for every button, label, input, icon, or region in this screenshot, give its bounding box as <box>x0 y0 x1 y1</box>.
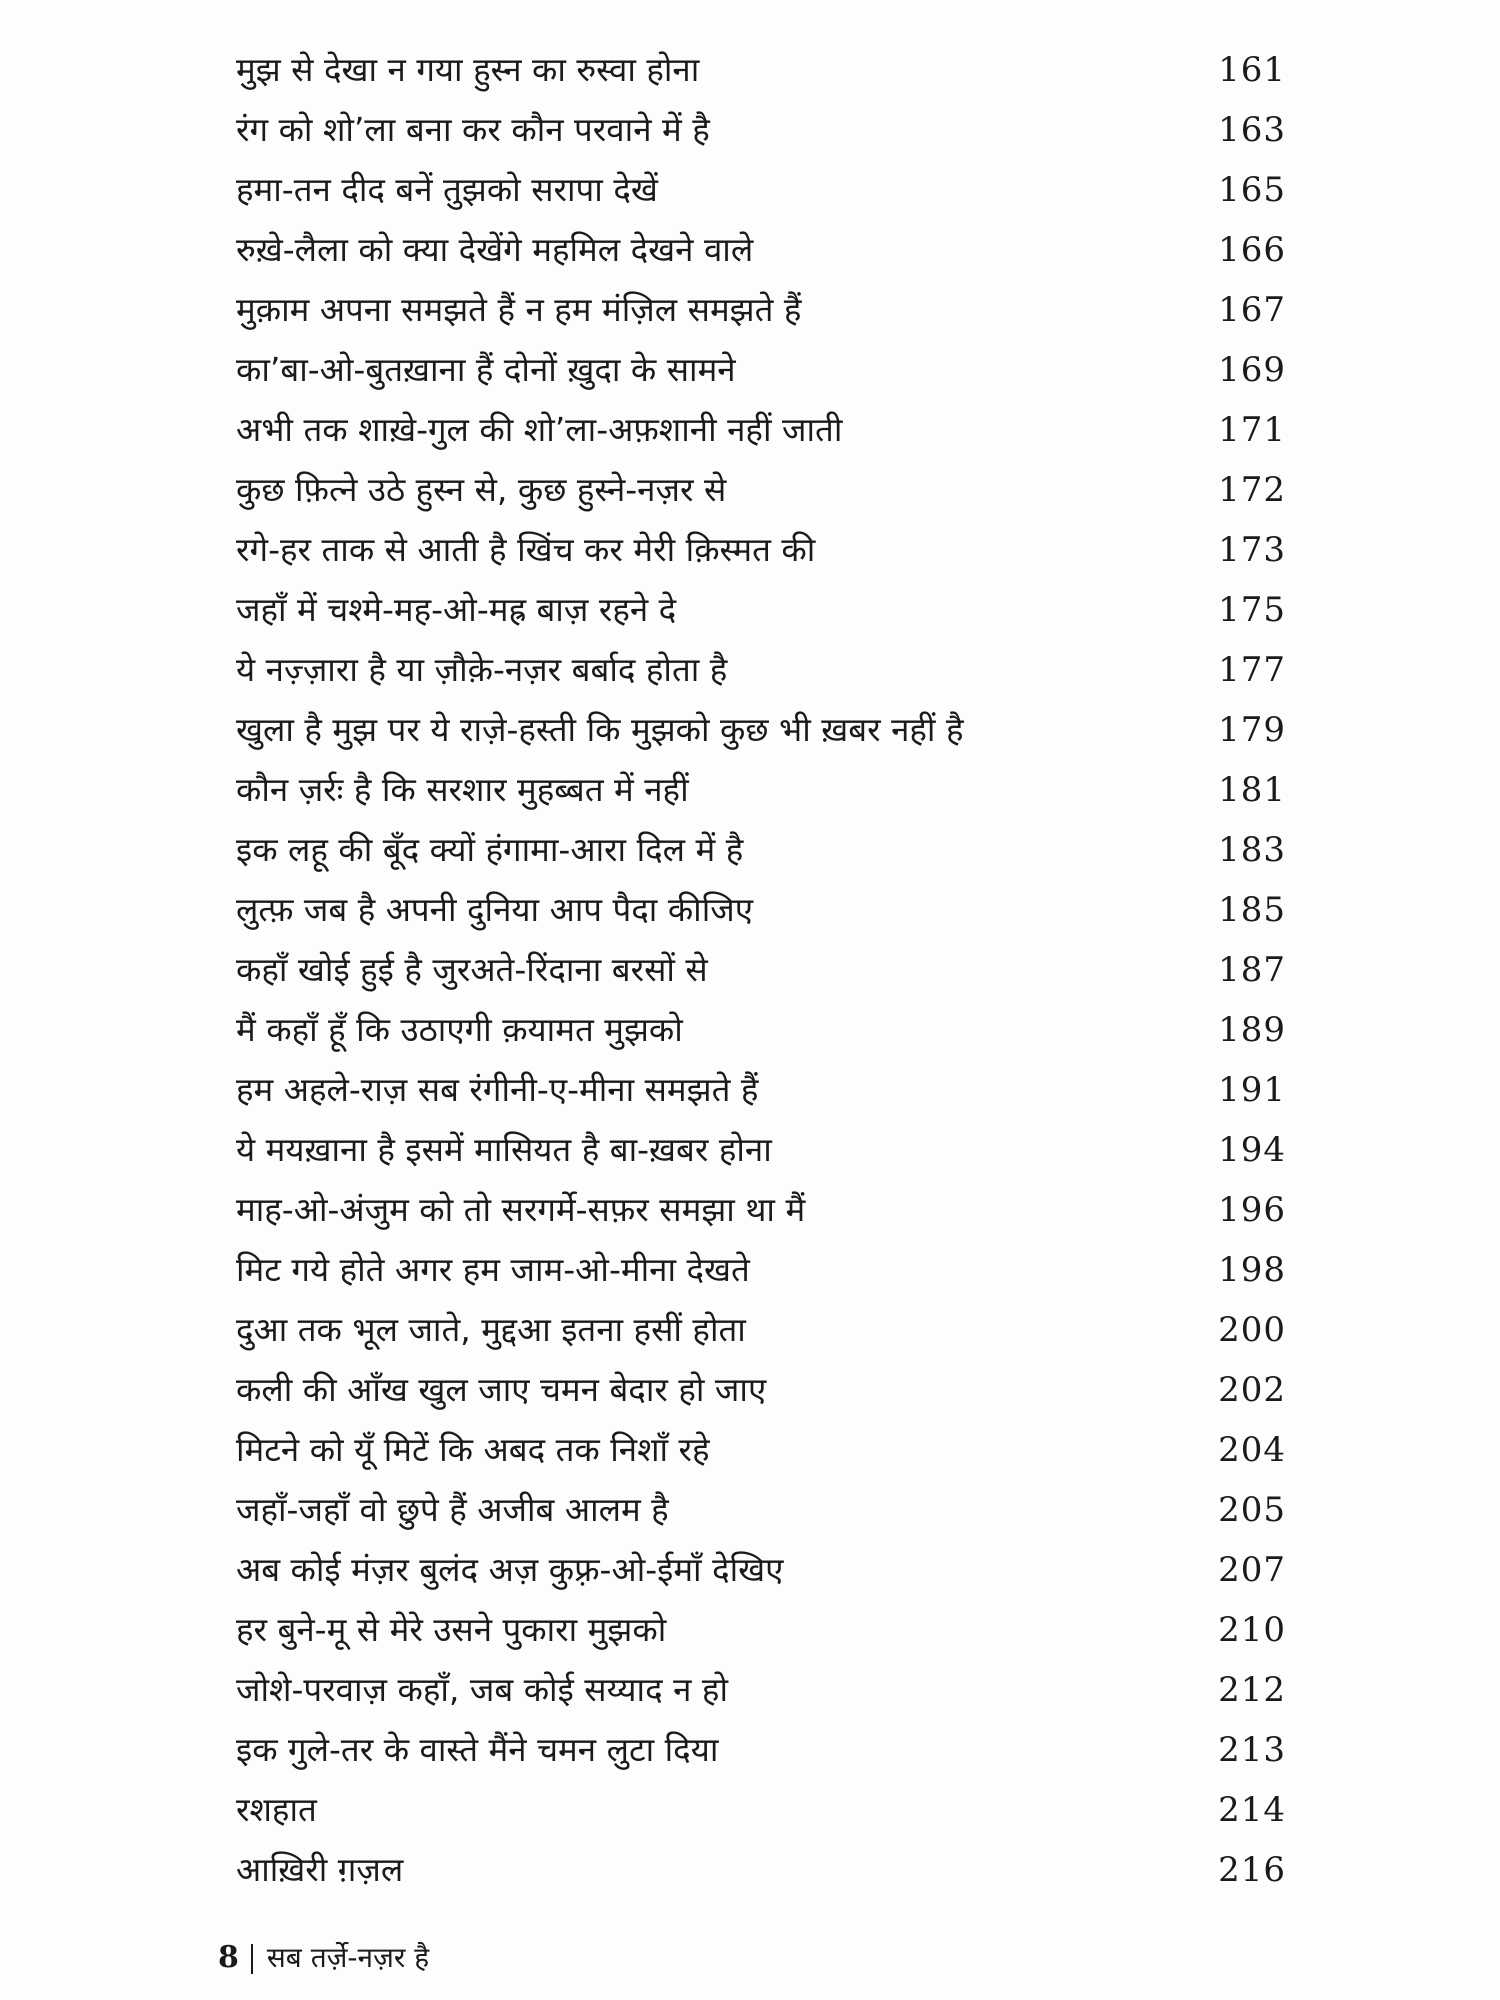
toc-entry[interactable] <box>236 1720 1286 1780</box>
toc-entry-title: ये मयख़ाना है इसमें मासियत है बा-ख़बर होना <box>236 1130 772 1169</box>
toc-entry[interactable] <box>236 1300 1286 1360</box>
toc-entry[interactable] <box>236 460 1286 520</box>
toc-entry[interactable] <box>236 220 1286 280</box>
toc-entry-title: लुत्फ़ जब है अपनी दुनिया आप पैदा कीजिए <box>236 890 754 929</box>
toc-entry[interactable] <box>236 880 1286 940</box>
footer-divider <box>251 1944 253 1974</box>
toc-entry[interactable] <box>236 700 1286 760</box>
toc-entry-page: 163 <box>1218 110 1286 150</box>
footer-book-title: सब तर्ज़े-नज़र है <box>266 1941 430 1974</box>
toc-entry-page: 214 <box>1218 1790 1286 1830</box>
toc-entry[interactable] <box>236 1660 1286 1720</box>
toc-entry-title: मुझ से देखा न गया हुस्न का रुस्वा होना <box>236 50 700 89</box>
toc-entry[interactable] <box>236 340 1286 400</box>
toc-entry-page: 171 <box>1218 410 1286 450</box>
toc-entry[interactable] <box>236 100 1286 160</box>
toc-entry-page: 161 <box>1218 50 1286 90</box>
toc-entry[interactable] <box>236 1180 1286 1240</box>
toc-entry-title: आख़िरी ग़ज़ल <box>236 1850 404 1889</box>
toc-entry[interactable] <box>236 40 1286 100</box>
toc-entry[interactable] <box>236 1600 1286 1660</box>
toc-entry[interactable] <box>236 400 1286 460</box>
toc-entry-title: कुछ फ़ित्ने उठे हुस्न से, कुछ हुस्ने-नज़र से <box>236 470 727 509</box>
toc-entry[interactable] <box>236 1540 1286 1600</box>
toc-entry-page: 194 <box>1218 1130 1286 1170</box>
toc-entry-page: 212 <box>1218 1670 1286 1710</box>
toc-entry[interactable] <box>236 1840 1286 1900</box>
toc-entry[interactable] <box>236 1000 1286 1060</box>
toc-entry[interactable] <box>236 520 1286 580</box>
toc-entry-page: 187 <box>1218 950 1286 990</box>
toc-entry-title: कहाँ खोई हुई है जुरअते-रिंदाना बरसों से <box>236 950 708 989</box>
toc-entry[interactable] <box>236 640 1286 700</box>
table-of-contents <box>236 40 1286 1900</box>
toc-entry-title: इक गुले-तर के वास्ते मैंने चमन लुटा दिया <box>236 1730 719 1769</box>
toc-entry-page: 216 <box>1218 1850 1286 1890</box>
toc-entry-page: 213 <box>1218 1730 1286 1770</box>
toc-entry-title: कौन ज़र्रः है कि सरशार मुहब्बत में नहीं <box>236 770 689 809</box>
toc-entry-page: 179 <box>1218 710 1286 750</box>
toc-entry-title: इक लहू की बूँद क्यों हंगामा-आरा दिल में है <box>236 830 744 869</box>
toc-entry[interactable] <box>236 940 1286 1000</box>
toc-entry-title: रगे-हर ताक से आती है खिंच कर मेरी क़िस्मत की <box>236 530 816 569</box>
toc-entry[interactable] <box>236 580 1286 640</box>
toc-entry-page: 173 <box>1218 530 1286 570</box>
toc-entry[interactable] <box>236 820 1286 880</box>
toc-entry-page: 205 <box>1218 1490 1286 1530</box>
toc-entry-page: 191 <box>1218 1070 1286 1110</box>
toc-entry-page: 175 <box>1218 590 1286 630</box>
toc-entry[interactable] <box>236 1780 1286 1840</box>
toc-entry-page: 177 <box>1218 650 1286 690</box>
toc-entry-title: मिटने को यूँ मिटें कि अबद तक निशाँ रहे <box>236 1430 710 1469</box>
toc-entry[interactable] <box>236 160 1286 220</box>
toc-entry-page: 181 <box>1218 770 1286 810</box>
toc-entry-title: रुख़े-लैला को क्या देखेंगे महमिल देखने वाले <box>236 230 754 269</box>
toc-entry[interactable] <box>236 1360 1286 1420</box>
toc-entry-page: 165 <box>1218 170 1286 210</box>
toc-entry-title: रशहात <box>236 1790 317 1829</box>
footer-page-number: 8 <box>218 1940 239 1975</box>
toc-entry-page: 196 <box>1218 1190 1286 1230</box>
toc-entry-title: हम अहले-राज़ सब रंगीनी-ए-मीना समझते हैं <box>236 1070 759 1109</box>
toc-entry[interactable] <box>236 1480 1286 1540</box>
toc-entry-title: दुआ तक भूल जाते, मुद्दआ इतना हसीं होता <box>236 1310 746 1349</box>
toc-entry-title: खुला है मुझ पर ये राज़े-हस्ती कि मुझको कुछ भी ख़बर नहीं है <box>236 710 964 749</box>
toc-entry-page: 207 <box>1218 1550 1286 1590</box>
toc-entry-page: 167 <box>1218 290 1286 330</box>
toc-entry-page: 200 <box>1218 1310 1286 1350</box>
toc-entry-page: 210 <box>1218 1610 1286 1650</box>
toc-entry-page: 169 <box>1218 350 1286 390</box>
toc-entry-page: 189 <box>1218 1010 1286 1050</box>
toc-entry-page: 202 <box>1218 1370 1286 1410</box>
toc-entry[interactable] <box>236 1060 1286 1120</box>
toc-entry-page: 198 <box>1218 1250 1286 1290</box>
toc-entry-title: मुक़ाम अपना समझते हैं न हम मंज़िल समझते हैं <box>236 290 802 329</box>
toc-entry-page: 185 <box>1218 890 1286 930</box>
toc-entry-title: जहाँ-जहाँ वो छुपे हैं अजीब आलम है <box>236 1490 669 1529</box>
toc-entry[interactable] <box>236 760 1286 820</box>
toc-entry[interactable] <box>236 1120 1286 1180</box>
toc-entry-page: 204 <box>1218 1430 1286 1470</box>
toc-entry-title: जहाँ में चश्मे-मह-ओ-मह्र बाज़ रहने दे <box>236 590 677 629</box>
toc-entry-title: रंग को शो’ला बना कर कौन परवाने में है <box>236 110 710 149</box>
toc-entry-title: हर बुने-मू से मेरे उसने पुकारा मुझको <box>236 1610 667 1649</box>
toc-entry-title: ये नज़्ज़ारा है या ज़ौक़े-नज़र बर्बाद होता है <box>236 650 728 689</box>
toc-entry-title: का’बा-ओ-बुतख़ाना हैं दोनों ख़ुदा के सामने <box>236 350 736 389</box>
toc-entry[interactable] <box>236 1240 1286 1300</box>
toc-entry-title: अब कोई मंज़र बुलंद अज़ कुफ़्र-ओ-ईमाँ देखिए <box>236 1550 784 1589</box>
toc-entry-page: 183 <box>1218 830 1286 870</box>
toc-entry-title: कली की आँख खुल जाए चमन बेदार हो जाए <box>236 1370 767 1409</box>
toc-entry-page: 172 <box>1218 470 1286 510</box>
page-footer <box>218 1938 429 1978</box>
toc-entry-title: मिट गये होते अगर हम जाम-ओ-मीना देखते <box>236 1250 750 1289</box>
toc-entry-title: अभी तक शाख़े-गुल की शो’ला-अफ़शानी नहीं जाती <box>236 410 843 449</box>
toc-entry[interactable] <box>236 1420 1286 1480</box>
toc-entry-title: हमा-तन दीद बनें तुझको सरापा देखें <box>236 170 658 209</box>
toc-entry-title: माह-ओ-अंजुम को तो सरगर्मे-सफ़र समझा था मैं <box>236 1190 806 1229</box>
toc-entry-page: 166 <box>1218 230 1286 270</box>
toc-entry-title: जोशे-परवाज़ कहाँ, जब कोई सय्याद न हो <box>236 1670 728 1709</box>
toc-entry[interactable] <box>236 280 1286 340</box>
toc-entry-title: मैं कहाँ हूँ कि उठाएगी क़यामत मुझको <box>236 1010 683 1049</box>
